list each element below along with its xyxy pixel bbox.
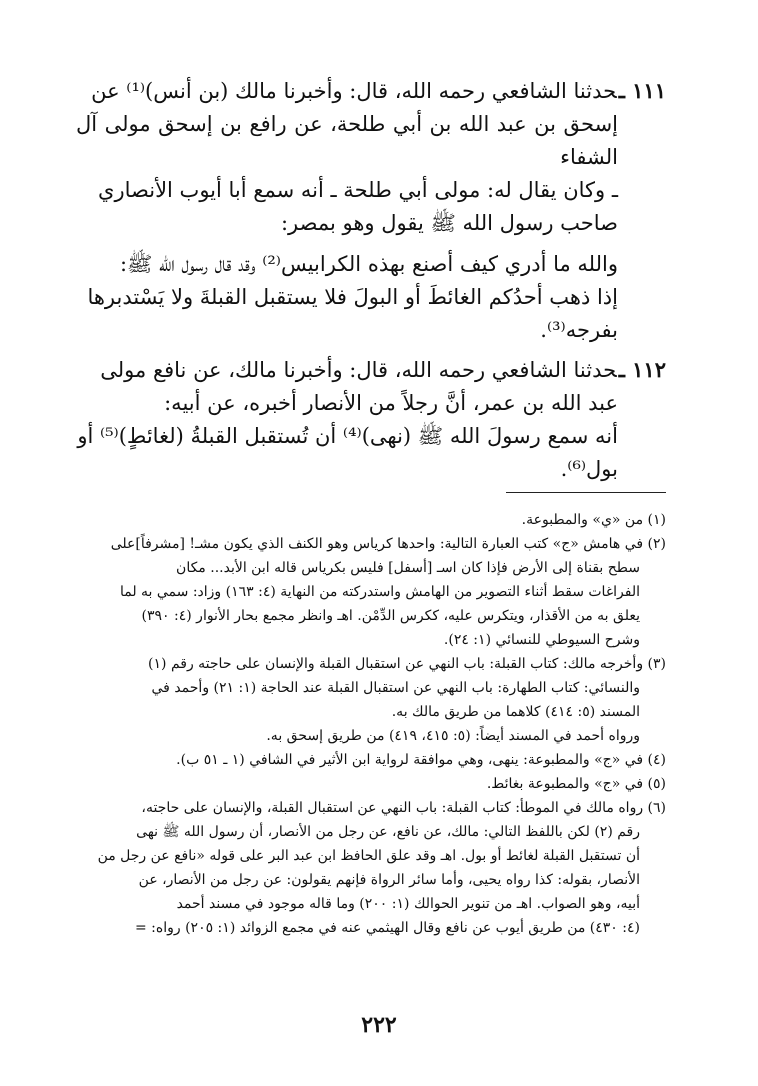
- main-text: [76, 74, 666, 486]
- footnote-2-line: سطح بقناة إلى الأرض فإذا كان اسـ [أسفل] فليس بكرياس قاله ابن الأبد... مكان: [176, 560, 640, 576]
- footnote-2-line: الفراغات سقط أثناء التصوير من الهامش واستدركته من النهاية (٤: ١٦٣) وزاد: سمي به لما: [119, 584, 640, 600]
- footnote-3: (٣) وأخرجه مالك: كتاب القبلة: باب النهي عن استقبال القبلة والإنسان على حاجته رقم (١): [148, 656, 666, 672]
- footnote-6-line: الأنصار، بقوله: كذا رواه يحيى، وأما سائر الرواة فإنهم يقولون: عن رجل من الأنصار، عن: [138, 872, 640, 888]
- hadith-111-line-1: ١١١ ـحدثنا الشافعي رحمه الله، قال: وأخبرنا مالك (بن أنس)⁽¹⁾ عن: [91, 78, 666, 103]
- footnote-6: (٦) رواه مالك في الموطأ: كتاب القبلة: باب النهي عن استقبال القبلة، والإنسان على حاجته،: [141, 800, 666, 816]
- footnote-2: (٢) في هامش «ج» كتب العبارة التالية: واحدها كرياس وهو الكنف الذي يكون مشـ! [مشرفاً]على: [110, 536, 666, 552]
- footnote-6-line: أبيه، وهو الصواب. اهـ من تنوير الحوالك (١: ٢٠٠) وما قاله موجود في مسند أحمد: [176, 896, 640, 912]
- footnote-6-line: أن تستقبل القبلة لغائط أو بول. اهـ وقد علق الحافظ ابن عبد البر على قوله «نافع عن رجل من: [97, 848, 640, 864]
- hadith-number: ١١١ ـ: [618, 78, 666, 103]
- footnote-5: (٥) في «ج» والمطبوعة بغائط.: [486, 776, 666, 792]
- hadith-112-line-4: بول⁽⁶⁾.: [560, 457, 618, 481]
- page-number: ٢٢٢: [361, 1012, 397, 1038]
- footnote-3-line: والنسائي: كتاب الطهارة: باب النهي عن استقبال القبلة عند الحاجة (١: ٢١) وأحمد في: [151, 680, 640, 696]
- footnote-6-line: رقم (٢) لكن باللفظ التالي: مالك، عن نافع، عن رجل من الأنصار، أن رسول الله ﷺ نهى: [136, 824, 640, 840]
- footnote-3-line: ورواه أحمد في المسند أيضاً: (٥: ٤١٥، ٤١٩) من طريق إسحق به.: [266, 728, 640, 744]
- hadith-111-body-3: بفرجه⁽³⁾.: [540, 318, 618, 342]
- hadith-112-line-2: عبد الله بن عمر، أنَّ رجلاً من الأنصار أخبره، عن أبيه:: [164, 391, 618, 415]
- footnote-2-line: وشرح السيوطي للنسائي (١: ٢٤).: [443, 632, 640, 648]
- footnote-2-line: يعلق به من الأقذار، ويتكرس عليه، ككرس الدِّمْن. اهـ وانظر مجمع بحار الأنوار (٤: ٣٩٠): [141, 608, 640, 624]
- hadith-111-line-3: ـ وكان يقال له: مولى أبي طلحة ـ أنه سمع أبا أيوب الأنصاري: [98, 178, 618, 202]
- footnote-4: (٤) في «ج» والمطبوعة: ينهى، وهي موافقة لرواية ابن الأثير في الشافي (١ ـ ٥١ ب).: [176, 752, 666, 768]
- hadith-112-line-3: أنه سمع رسولَ الله ﷺ (نهى)⁽⁴⁾ أن تُستقبل القبلةُ (لغائطٍ)⁽⁵⁾ أو: [77, 424, 618, 448]
- hadith-111-body-1: والله ما أدري كيف أصنع بهذه الكرابيس⁽²⁾ وقد قال رسول الله ﷺ:: [119, 252, 618, 276]
- hadith-112-line-1: ١١٢ ـحدثنا الشافعي رحمه الله، قال: وأخبرنا مالك، عن نافع مولى: [100, 357, 666, 382]
- hadith-111-body-2: إذا ذهب أحدُكم الغائطَ أو البولَ فلا يستقبل القبلةَ ولا يَسْتدبرها: [87, 285, 618, 309]
- hadith-111-line-2: إسحق بن عبد الله بن أبي طلحة، عن رافع بن إسحق مولى آل الشفاء: [76, 112, 618, 169]
- hadith-number: ١١٢ ـ: [618, 357, 666, 382]
- footnotes: [76, 508, 666, 940]
- footnote-1: (١) من «ي» والمطبوعة.: [521, 512, 666, 528]
- footnote-6-line: (٤: ٤٣٠) من طريق أيوب عن نافع وقال الهيثمي عنه في مجمع الزوائد (١: ٢٠٥) رواه: =: [134, 920, 640, 936]
- hadith-111-line-4: صاحب رسول الله ﷺ يقول وهو بمصر:: [280, 211, 618, 235]
- footnote-3-line: المسند (٥: ٤١٤) كلاهما من طريق مالك به.: [391, 704, 640, 720]
- footnote-divider: [506, 492, 666, 493]
